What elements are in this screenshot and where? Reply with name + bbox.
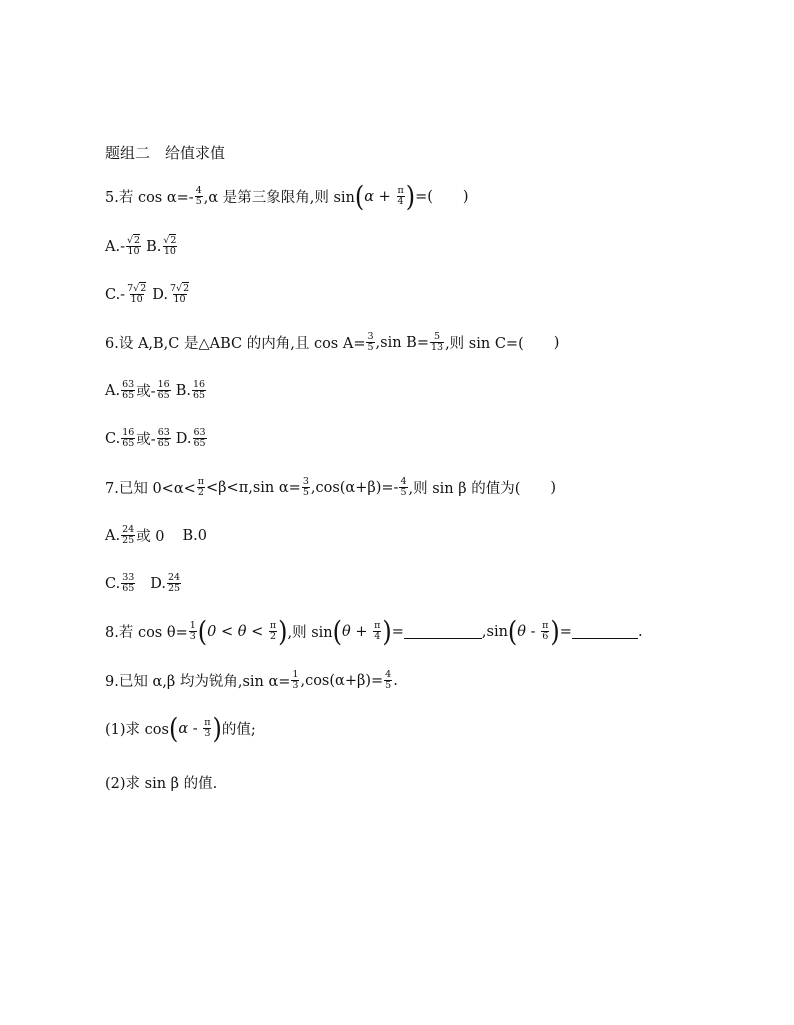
q5-options-ab: A.- $\frac{√2}{10}$ B. $\frac{√2}{10}$ [105,235,177,257]
q6-options-cd: C. $\frac{16}{65}$ 或- $\frac{63}{65}$ D. $\frac{63}{65}$ [105,427,206,449]
question-5: 5.若 cos α=- $\frac{4}{5}$ ,α 是第三象限角,则 sin ( α + $\frac{\pi}{4}$ ) =( ) [105,180,469,213]
section-title: 题组二 给值求值 [105,144,226,162]
q5-option-a: A.- [105,238,125,255]
q6-option-b: B. [175,382,191,399]
q7-option-b: B.0 [182,527,208,544]
question-8: 8.若 cos θ= $\frac{1}{3}$ ( 0 < θ < $\frac{\pi}{2}$ ) ,则 sin ( θ + $\frac{\pi}{4}$ ) = ,sin ( θ - $\frac{\pi}{6}$ ) = . [105,615,643,648]
question-9-part-1: (1)求 cos ( α - $\frac{\pi}{3}$ ) 的值; [105,712,256,745]
q6-option-c: C. [105,430,121,447]
q7-options-cd: C. $\frac{33}{65}$ D. $\frac{24}{25}$ [105,572,181,594]
q7-option-a: A. [105,527,121,544]
question-7: 7.已知 0<α< $\frac{\pi}{2}$ <β<π,sin α= $\frac{3}{5}$ ,cos(α+β)=- $\frac{4}{5}$ ,则 sin β 的值为( ) [105,476,557,498]
q7-options-ab: A. $\frac{24}{25}$ 或 0 B.0 [105,524,208,546]
q5-close: ) [462,188,469,205]
q6-option-d: D. [175,430,192,447]
q5-prefix: 5.若 cos α=- [105,190,194,206]
q5-alpha: α [364,188,375,205]
q8-answer-blank-1[interactable] [404,624,482,639]
q6-option-a: A. [105,382,121,399]
q5-mid: ,α 是第三象限角,则 sin [203,190,355,206]
question-9: 9.已知 α,β 均为锐角,sin α= $\frac{1}{3}$ ,cos(α+β)= $\frac{4}{5}$ . [105,669,398,691]
question-9-part-2: (2)求 sin β 的值. [105,776,218,792]
q5-suffix: =( [415,188,433,205]
q7-option-c: C. [105,575,121,592]
q5-option-c: C.- [105,286,126,303]
q5-frac-pi4: $\frac{\pi}{4}$ [397,185,404,207]
q8-answer-blank-2[interactable] [572,624,638,639]
question-6: 6.设 A,B,C 是△ABC 的内角,且 cos A= $\frac{3}{5}$ ,sin B= $\frac{5}{13}$ ,则 sin C=( ) [105,331,560,353]
q6-options-ab: A. $\frac{63}{65}$ 或- $\frac{16}{65}$ B. $\frac{16}{65}$ [105,379,206,401]
q7-option-d: D. [150,575,166,592]
q5-option-b: B. [146,238,162,255]
q5-options-cd: C.- $\frac{7√2}{10}$ D. $\frac{7√2}{10}$ [105,283,190,305]
q5-plus: + [374,188,396,205]
q5-option-d: D. [152,286,168,303]
q5-frac-1: $\frac{4}{5}$ [195,185,202,207]
